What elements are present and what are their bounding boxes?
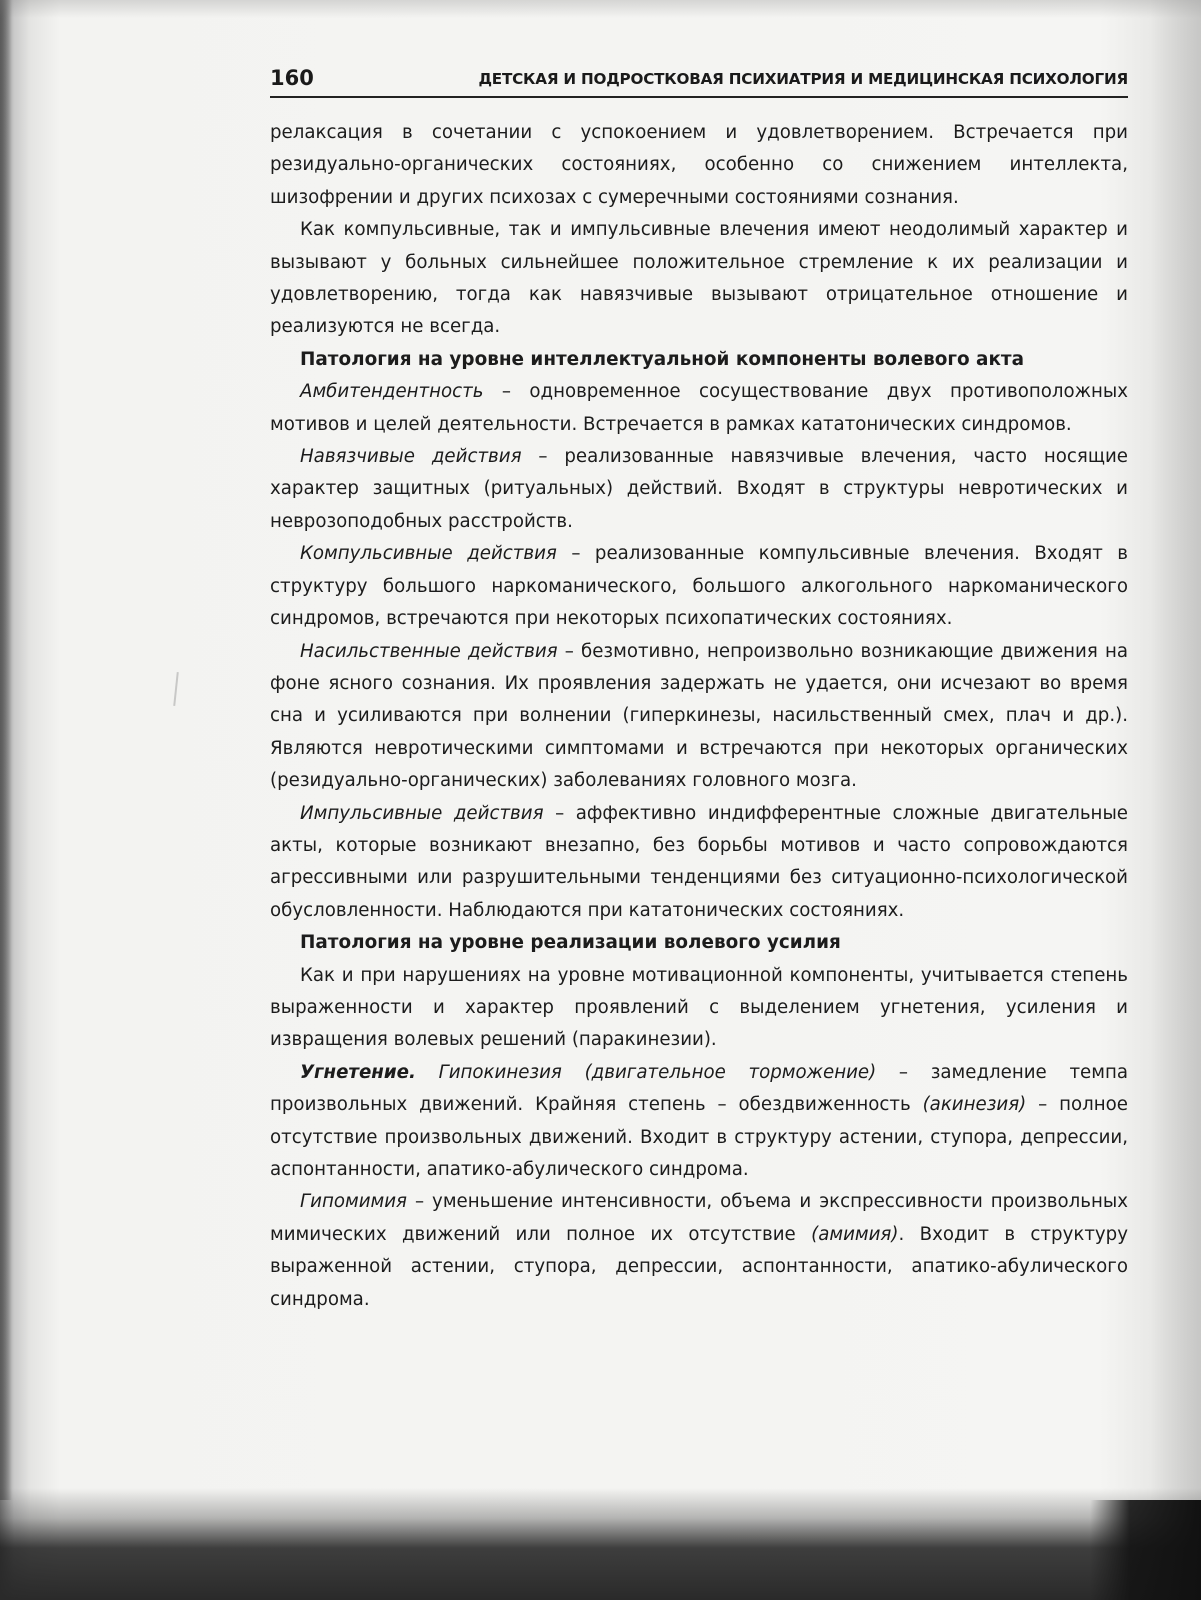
term-impulsive-actions: Импульсивные действия	[300, 802, 544, 824]
paragraph-1: релаксация в сочетании с успокоением и удовлетворением. Встречается при резидуально-органических состояниях, особенно со снижением интеллекта, шизофрении и других психозах с сумеречными состояниями сознания.	[270, 122, 1128, 208]
paragraph-2: Как компульсивные, так и импульсивные влечения имеют неодолимый характер и вызывают у больных сильнейшее положительное стремление к их реализации и удовлетворению, тогда как навязчивые вызывают отрицательное отношение и реализуются не всегда.	[270, 219, 1128, 338]
term-hypokinesia: Гипокинезия (двигательное торможение)	[415, 1061, 877, 1083]
term-amimia: (амимия)	[811, 1223, 899, 1245]
definition-violent-actions: – безмотивно, непроизвольно возникающие движения на фоне ясного сознания. Их проявления задержать не удается, они исчезают во время сна и усиливаются при волнении (гиперкинезы, насильственный смех, плач и др.). Являются невротическими симптомами и встречаются при некоторых органических (резидуально-органических) заболеваниях головного мозга.	[270, 640, 1129, 792]
margin-pencil-mark	[173, 672, 179, 706]
term-akinesia: (акинезия)	[922, 1094, 1027, 1116]
paragraph-ambitendency	[270, 376, 1128, 441]
binding-shadow	[0, 0, 12, 1500]
section-heading-realization: Патология на уровне реализации волевого усилия	[300, 932, 841, 954]
bottom-corner-shadow	[1090, 1500, 1201, 1600]
paragraph-hypomimia	[270, 1186, 1128, 1316]
definition-hypokinesia-b: – полное отсутствие произвольных движений. Входит в структуру астении, ступора, депрессии, аспонтанности, апатико-абулического синдрома.	[270, 1094, 1128, 1180]
definition-hypomimia-a: – уменьшение интенсивности, объема и экспрессивности произвольных мимических движений или полное их отсутствие	[270, 1191, 1128, 1245]
definition-impulsive-actions: – аффективно индифферентные сложные двигательные акты, которые возникают внезапно, без борьбы мотивов и часто сопровождаются агрессивными или разрушительными тенденциями без ситуационно-психологической обусловленности. Наблюдаются при кататонических состояниях.	[270, 802, 1129, 921]
section-heading-intellectual: Патология на уровне интеллектуальной компоненты волевого акта	[300, 348, 1024, 370]
term-violent-actions: Насильственные действия	[300, 640, 558, 662]
definition-obsessive-actions: – реализованные навязчивые влечения, часто носящие характер защитных (ритуальных) действий. Входят в структуры невротических и неврозоподобных расстройств.	[270, 446, 1128, 532]
paragraph-compulsive-actions	[270, 538, 1128, 635]
right-edge-shadow	[1150, 0, 1201, 1500]
running-header	[270, 66, 1128, 98]
paragraph-violent-actions	[270, 636, 1128, 798]
term-ambitendency: Амбитендентность	[300, 381, 484, 403]
term-obsessive-actions: Навязчивые действия	[300, 446, 522, 468]
definition-hypokinesia-a: – замедление темпа произвольных движений. Крайняя степень – обездвиженность	[270, 1061, 1128, 1116]
book-title: ДЕТСКАЯ И ПОДРОСТКОВАЯ ПСИХИАТРИЯ И МЕДИЦИНСКАЯ ПСИХОЛОГИЯ	[478, 70, 1128, 88]
definition-compulsive-actions: – реализованные компульсивные влечения. Входят в структуру большого наркоманического, большого алкогольного наркоманического синдромов, встречаются при некоторых психопатических состояниях.	[270, 543, 1128, 630]
term-hypomimia: Гипомимия	[300, 1191, 407, 1213]
paragraph-intro-realization: Как и при нарушениях на уровне мотивационной компоненты, учитывается степень выраженности и характер проявлений с выделением угнетения, усиления и извращения волевых решений (паракинезии).	[270, 964, 1128, 1051]
paragraph-obsessive-actions	[270, 441, 1128, 538]
top-edge-shadow	[0, 0, 1201, 18]
term-suppression: Угнетение.	[300, 1061, 416, 1083]
term-compulsive-actions: Компульсивные действия	[300, 543, 557, 565]
paragraph-suppression	[270, 1057, 1128, 1187]
definition-ambitendency: – одновременное сосуществование двух противоположных мотивов и целей деятельности. Встречается в рамках кататонических синдромов.	[270, 381, 1128, 435]
paragraph-impulsive-actions	[270, 798, 1128, 928]
page-number: 160	[270, 66, 314, 90]
page-body	[270, 117, 1128, 1316]
bottom-edge-shadow	[0, 1488, 1201, 1600]
definition-hypomimia-b: . Входит в структуру выраженной астении, ступора, депрессии, аспонтанности, апатико-абулического синдрома.	[270, 1223, 1128, 1310]
